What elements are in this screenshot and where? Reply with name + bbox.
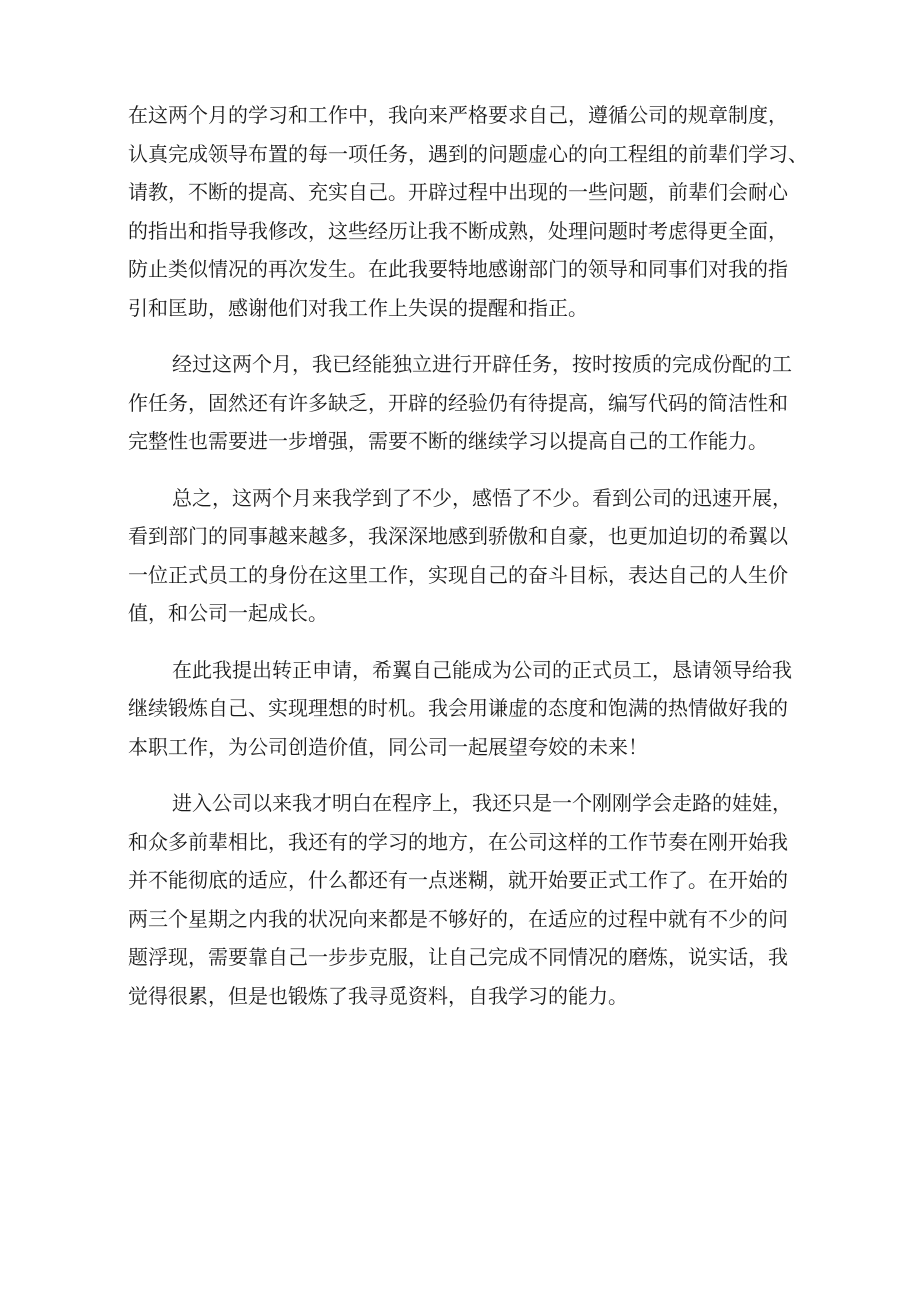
paragraph-line: 经过这两个月，我已经能独立进行开辟任务，按时按质的完成份配的工 (172, 352, 792, 376)
document-body (128, 96, 808, 1015)
paragraph-1 (128, 96, 808, 327)
paragraph-2 (128, 345, 808, 461)
paragraph-line: 看到部门的同事越来越多，我深深地感到骄傲和自豪，也更加迫切的希翼以 (128, 524, 788, 548)
paragraph-5 (128, 784, 808, 1015)
paragraph-line: 觉得很累，但是也锻炼了我寻觅资料，自我学习的能力。 (128, 983, 628, 1008)
paragraph-line: 一位正式员工的身份在这里工作，实现自己的奋斗目标，表达自己的人生价 (128, 562, 788, 587)
paragraph-line: 题浮现，需要靠自己一步步克服，让自己完成不同情况的磨炼，说实话，我 (128, 945, 788, 969)
paragraph-line: 并不能彻底的适应，什么都还有一点迷糊，就开始要正式工作了。在开始的 (128, 868, 788, 892)
paragraph-line: 值，和公司一起成长。 (128, 601, 328, 625)
paragraph-line: 继续锻炼自己、实现理想的时机。我会用谦虚的态度和饱满的热情做好我的 (128, 696, 788, 720)
paragraph-line: 两三个星期之内我的状况向来都是不够好的，在适应的过程中就有不少的问 (128, 906, 788, 931)
paragraph-4 (128, 651, 808, 767)
paragraph-line: 进入公司以来我才明白在程序上，我还只是一个刚刚学会走路的娃娃， (172, 791, 792, 815)
paragraph-line: 本职工作，为公司创造价值，同公司一起展望夸姣的未来！ (128, 734, 648, 759)
paragraph-line: 请教，不断的提高、充实自己。开辟过程中出现的一些问题，前辈们会耐心 (128, 180, 788, 204)
paragraph-line: 和众多前辈相比，我还有的学习的地方，在公司这样的工作节奏在刚开始我 (128, 829, 788, 854)
paragraph-line: 的指出和指导我修改，这些经历让我不断成熟，处理问题时考虑得更全面， (128, 218, 788, 243)
paragraph-line: 在此我提出转正申请，希翼自己能成为公司的正式员工，恳请领导给我 (172, 657, 792, 682)
paragraph-line: 认真完成领导布置的每一项任务，遇到的问题虚心的向工程组的前辈们学习、 (128, 141, 808, 166)
paragraph-line: 完整性也需要进一步增强，需要不断的继续学习以提高自己的工作能力。 (128, 429, 768, 453)
paragraph-3 (128, 479, 808, 633)
paragraph-line: 在这两个月的学习和工作中，我向来严格要求自己，遵循公司的规章制度， (128, 103, 788, 127)
paragraph-line: 总之，这两个月来我学到了不少，感悟了不少。看到公司的迅速开展， (172, 485, 792, 510)
paragraph-line: 引和匡助，感谢他们对我工作上失误的提醒和指正。 (128, 295, 588, 320)
paragraph-line: 作任务，固然还有许多缺乏，开辟的经验仍有待提高，编写代码的简洁性和 (128, 390, 788, 415)
paragraph-line: 防止类似情况的再次发生。在此我要特地感谢部门的领导和同事们对我的指 (128, 257, 788, 281)
